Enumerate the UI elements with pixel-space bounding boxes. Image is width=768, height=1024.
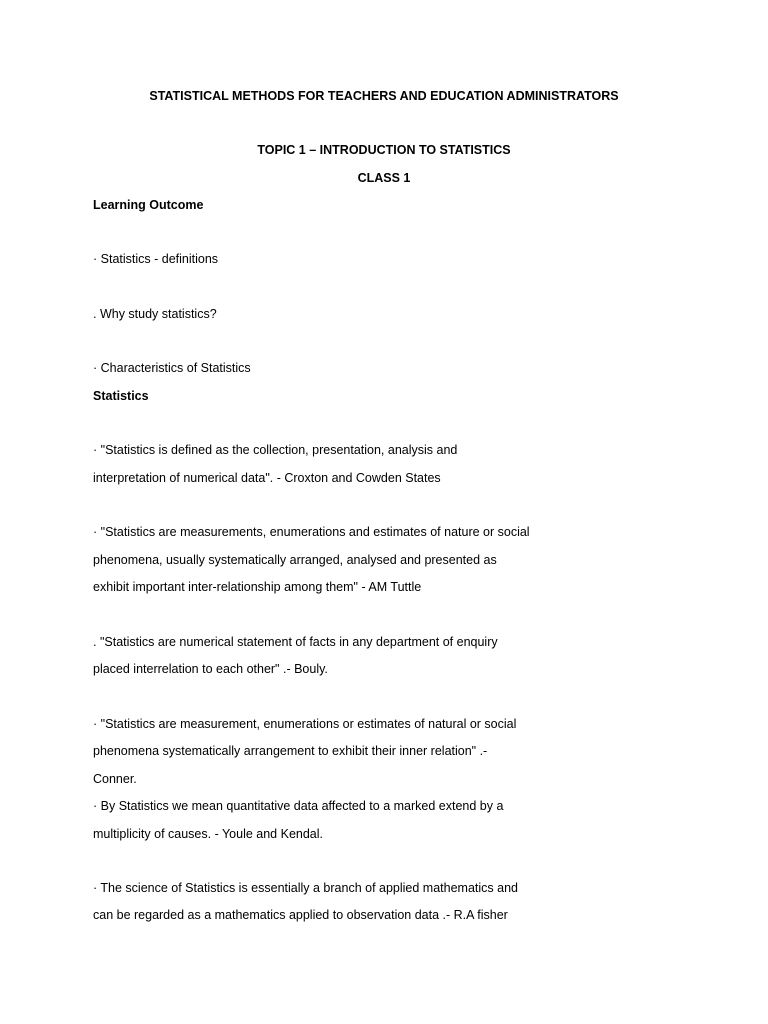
document-title: STATISTICAL METHODS FOR TEACHERS AND EDUCATION ADMINISTRATORS bbox=[149, 89, 619, 103]
definition-line: Conner. bbox=[93, 772, 137, 786]
outcome-item: . Why study statistics? bbox=[93, 307, 217, 321]
outcome-item: · Statistics - definitions bbox=[93, 252, 219, 266]
definition-line: · "Statistics are measurement, enumerations or estimates of natural or social bbox=[93, 717, 517, 731]
definition-line: · By Statistics we mean quantitative data affected to a marked extend by a bbox=[93, 799, 504, 813]
definition-line: can be regarded as a mathematics applied to observation data .- R.A fisher bbox=[93, 908, 508, 922]
definition-line: · "Statistics is defined as the collection, presentation, analysis and bbox=[93, 443, 458, 457]
definition-line: multiplicity of causes. - Youle and Kendal. bbox=[93, 827, 323, 841]
definition-line: phenomena systematically arrangement to exhibit their inner relation" .- bbox=[93, 744, 488, 758]
learning-outcome-heading: Learning Outcome bbox=[93, 198, 204, 212]
statistics-heading: Statistics bbox=[93, 389, 149, 403]
definition-line: exhibit important inter-relationship among them" - AM Tuttle bbox=[93, 580, 422, 594]
outcome-item: · Characteristics of Statistics bbox=[93, 361, 251, 375]
definition-line: phenomena, usually systematically arranged, analysed and presented as bbox=[93, 553, 497, 567]
class-heading: CLASS 1 bbox=[357, 171, 411, 185]
definition-line: placed interrelation to each other" .- Bouly. bbox=[93, 662, 328, 676]
definition-line: interpretation of numerical data". - Croxton and Cowden States bbox=[93, 471, 441, 485]
definition-line: . "Statistics are numerical statement of facts in any department of enquiry bbox=[93, 635, 498, 649]
topic-heading: TOPIC 1 – INTRODUCTION TO STATISTICS bbox=[257, 143, 511, 157]
definition-line: · "Statistics are measurements, enumerations and estimates of nature or social bbox=[93, 525, 530, 539]
definition-line: · The science of Statistics is essentially a branch of applied mathematics and bbox=[93, 881, 518, 895]
